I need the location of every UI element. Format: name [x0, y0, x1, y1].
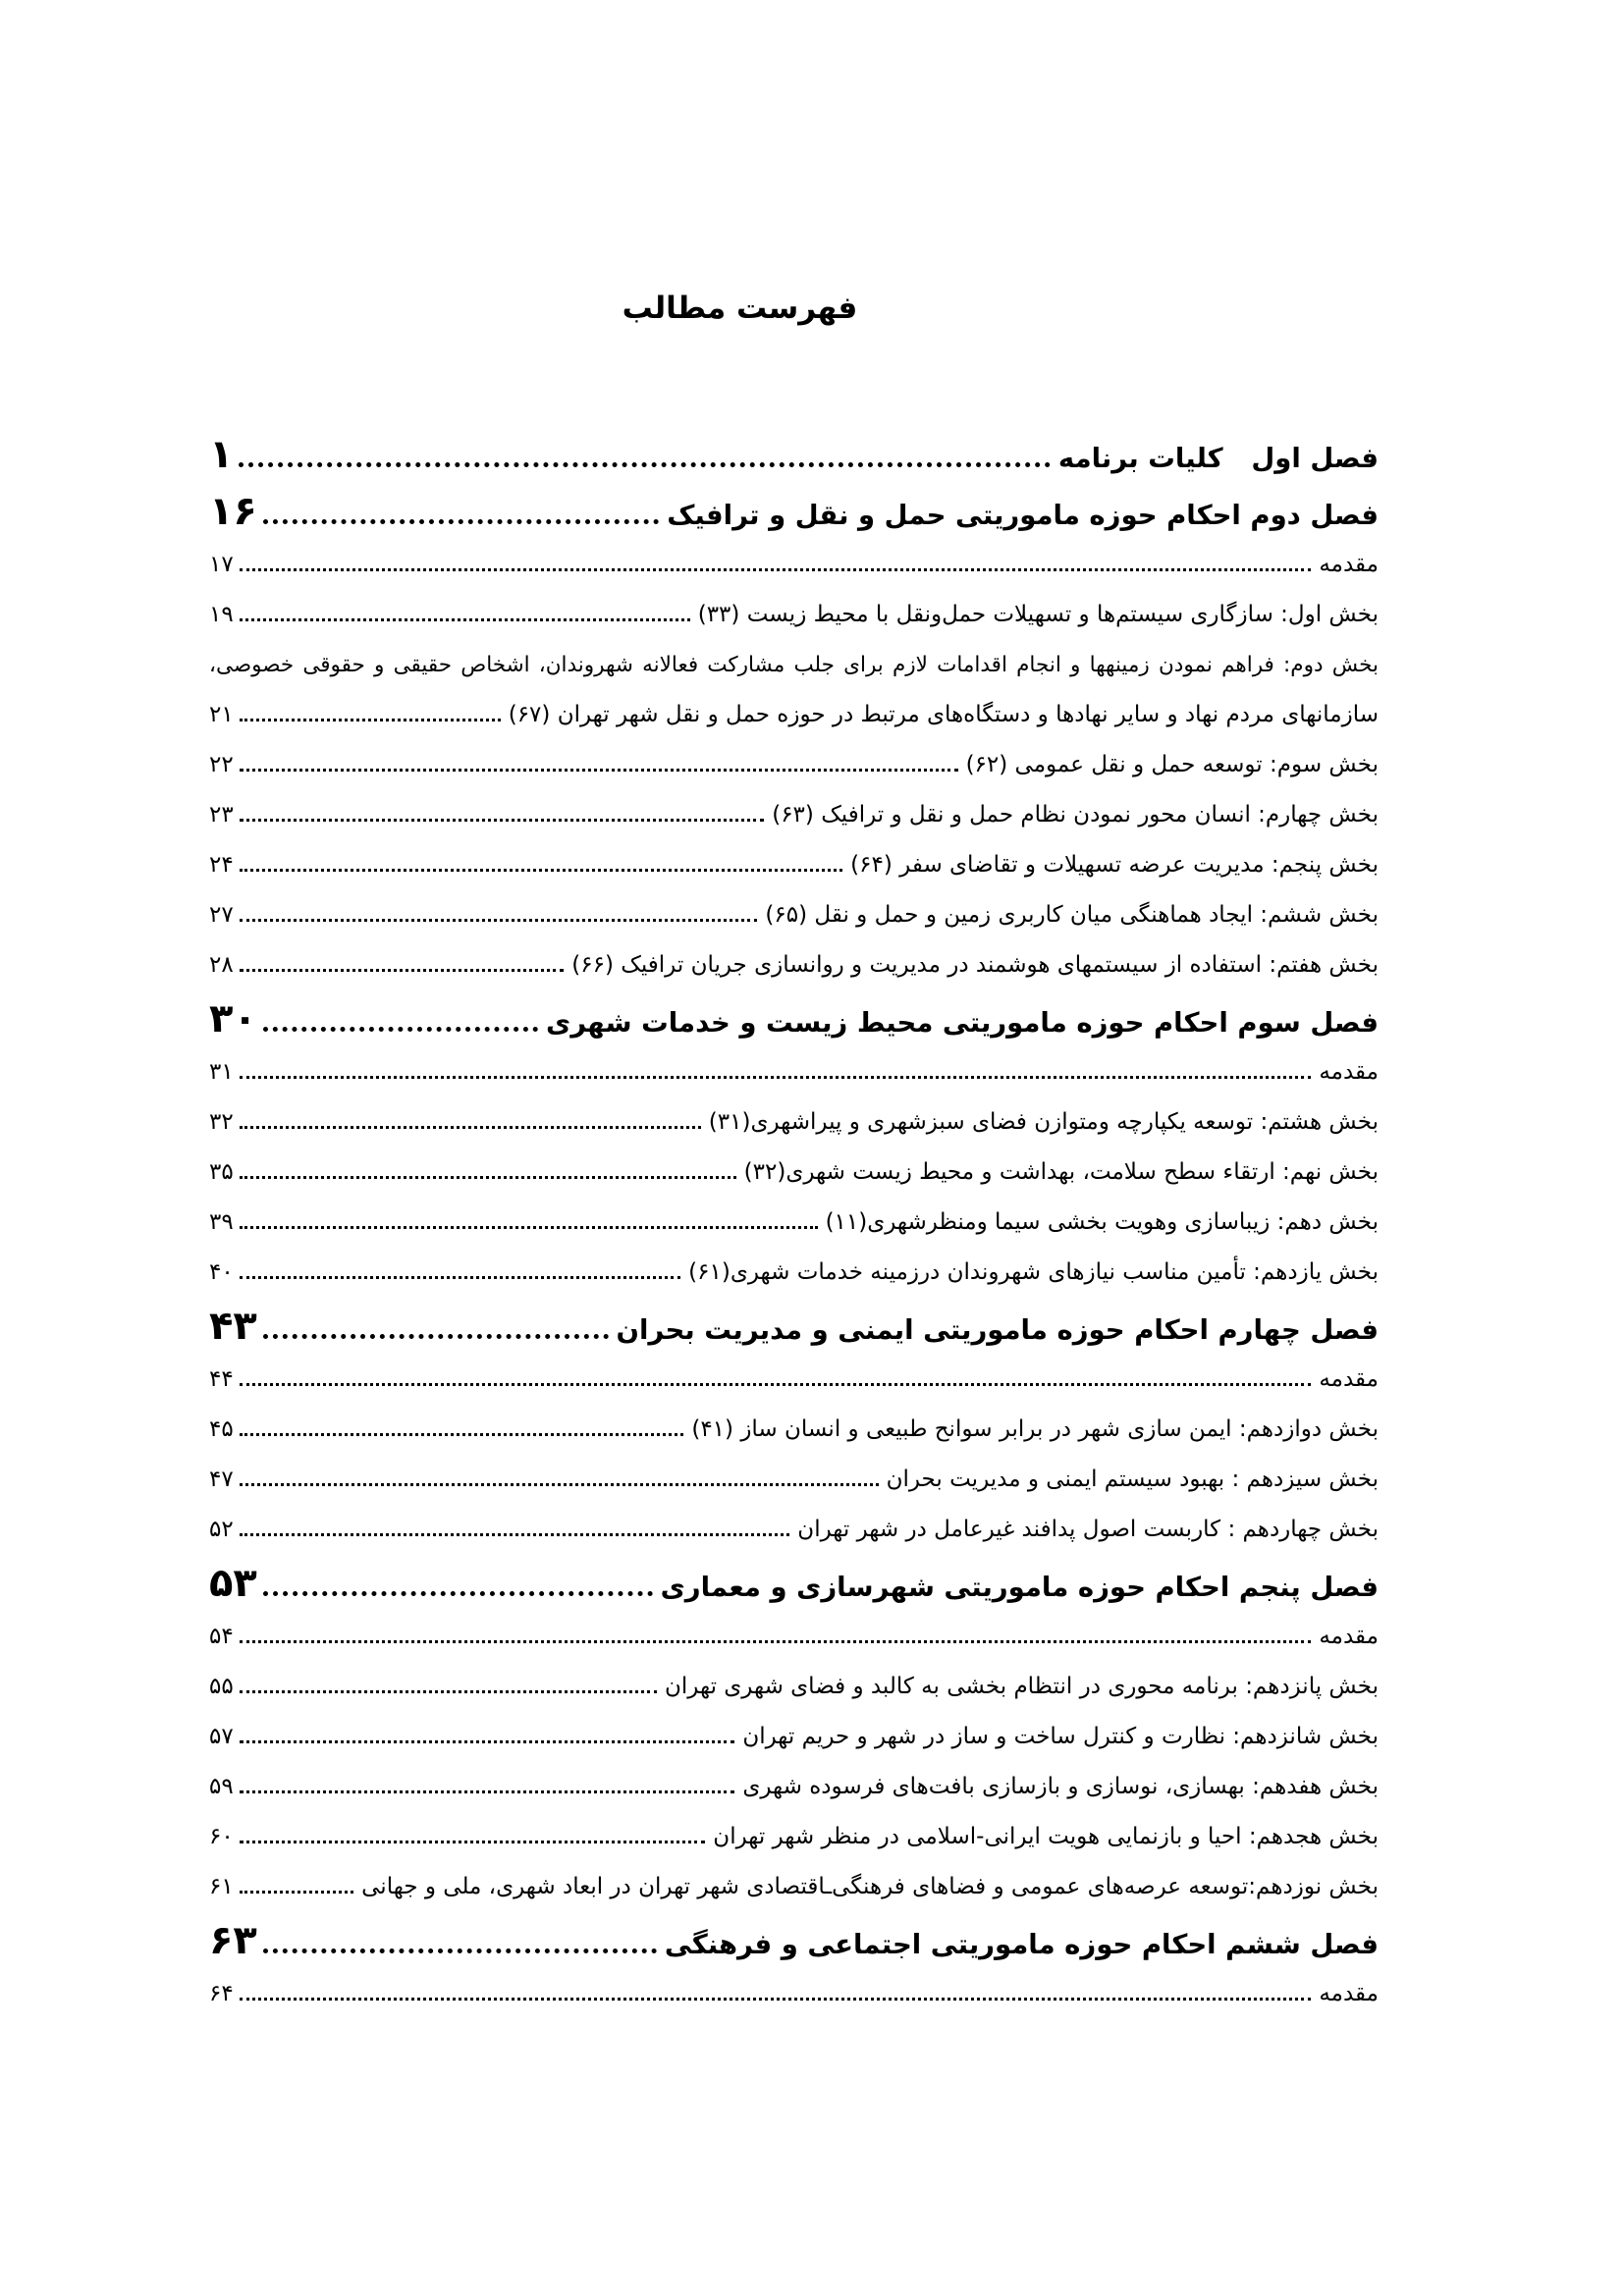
dotted-leader: [240, 1226, 818, 1229]
toc-entry-row: [209, 1248, 1379, 1298]
dotted-leader: [240, 1533, 790, 1536]
toc-entry-page-number: ۲۱: [209, 702, 234, 727]
toc-entry-page-number: ۴۷: [209, 1467, 234, 1492]
toc-entry-page-number: ۲۴: [209, 852, 234, 878]
toc-entry-row: [209, 1355, 1379, 1405]
toc-entry-label: بخش هجدهم: احیا و بازنمایی هویت ایرانی-اسلامی در منظر شهر تهران: [713, 1824, 1379, 1849]
toc-entry-label: بخش دوازدهم: ایمن سازی شهر در برابر سوانح طبیعی و انسان ساز (۴۱): [691, 1416, 1379, 1442]
toc-entry-row: [209, 1662, 1379, 1712]
toc-entry-row: [209, 1612, 1379, 1662]
toc-entry-row: [209, 1505, 1379, 1555]
toc-entry-row: [209, 1762, 1379, 1812]
dotted-leader: [240, 1076, 1312, 1079]
dotted-leader: [239, 462, 1050, 467]
toc-entry-row: [209, 483, 1379, 540]
dotted-leader: [240, 1483, 879, 1486]
dotted-leader: [240, 719, 501, 721]
toc-entry-label: فصل ششم احکام حوزه ماموریتی اجتماعی و فرهنگی: [664, 1929, 1379, 1960]
toc-entry-page-number: ۶۳: [209, 1918, 257, 1963]
toc-entry-page-number: ۳۱: [209, 1059, 234, 1085]
dotted-leader: [240, 618, 690, 621]
dotted-leader: [240, 919, 758, 922]
toc-entry-row: [209, 1555, 1379, 1612]
toc-entry-row: [209, 1912, 1379, 1969]
toc-entry-row: [209, 940, 1379, 990]
dotted-leader: [240, 1998, 1312, 2001]
toc-entry-page-number: ۲۳: [209, 802, 234, 828]
toc-entry-label: فصل پنجم احکام حوزه ماموریتی شهرسازی و معماری: [660, 1572, 1379, 1603]
dotted-leader: [240, 1740, 735, 1743]
dotted-leader: [263, 1334, 609, 1339]
dotted-leader: [240, 769, 958, 772]
toc-entry-page-number: ۴۴: [209, 1366, 234, 1392]
toc-list: [209, 426, 1379, 2019]
toc-entry-label: بخش دوم: فراهم نمودن زمینهها و انجام اقدامات لازم برای جلب مشارکت فعالانه شهروندان، اشخاص حقیقی و حقوقی خصوصی،: [209, 653, 1379, 677]
toc-entry-page-number: ۶۴: [209, 1981, 234, 2006]
toc-entry-label: بخش نهم: ارتقاء سطح سلامت، بهداشت و محیط زیست شهری(۳۲): [743, 1159, 1379, 1185]
toc-entry-page-number: ۵۳: [209, 1561, 257, 1606]
toc-entry-page-number: ۶۰: [209, 1824, 234, 1849]
toc-entry-label: بخش پنجم: مدیریت عرضه تسهیلات و تقاضای سفر (۶۴): [850, 852, 1379, 878]
toc-entry-page-number: ۴۵: [209, 1416, 234, 1442]
dotted-leader: [263, 1591, 653, 1596]
toc-entry-label: مقدمه: [1319, 1059, 1379, 1085]
toc-entry-page-number: ۳۰: [209, 996, 257, 1041]
toc-entry-row: [209, 1298, 1379, 1355]
page-title: فهرست مطالب: [622, 291, 858, 326]
dotted-leader: [263, 1949, 657, 1953]
toc-entry-row: [209, 1712, 1379, 1762]
dotted-leader: [240, 1433, 684, 1436]
dotted-leader: [240, 1640, 1312, 1643]
toc-entry-label: بخش هفدهم: بهسازی، نوسازی و بازسازی بافت‌های فرسوده شهری: [742, 1774, 1379, 1799]
toc-entry-label: فصل چهارم احکام حوزه ماموریتی ایمنی و مدیریت بحران: [616, 1314, 1379, 1346]
toc-entry-label: بخش اول: سازگاری سیستم‌ها و تسهیلات حمل‌ونقل با محیط زیست (۳۳): [697, 602, 1379, 627]
toc-entry-page-number: ۳۵: [209, 1159, 234, 1185]
toc-entry-row: [209, 1148, 1379, 1198]
dotted-leader: [240, 1176, 736, 1179]
toc-entry-page-number: ۱۹: [209, 602, 234, 627]
toc-entry-page-number: ۵۷: [209, 1724, 234, 1749]
toc-entry-page-number: ۲۲: [209, 752, 234, 777]
toc-entry-label: فصل دوم احکام حوزه ماموریتی حمل و نقل و ترافیک: [667, 500, 1379, 531]
toc-entry-row: [209, 890, 1379, 940]
dotted-leader: [240, 819, 764, 822]
toc-entry-page-number: ۲۷: [209, 902, 234, 928]
toc-entry-row: [209, 740, 1379, 790]
toc-entry-label: بخش یازدهم: تأمین مناسب نیازهای شهروندان درزمینه خدمات شهری(۶۱): [688, 1259, 1379, 1285]
dotted-leader: [240, 1126, 701, 1129]
dotted-leader: [240, 969, 565, 972]
toc-entry-page-number: ۴۰: [209, 1259, 234, 1285]
toc-entry-row: [209, 426, 1379, 483]
toc-entry-page-number: ۵۴: [209, 1624, 234, 1649]
toc-entry-row: [209, 1405, 1379, 1455]
dotted-leader: [240, 1383, 1312, 1386]
toc-entry-page-number: ۲۸: [209, 952, 234, 978]
toc-entry-label: مقدمه: [1319, 552, 1379, 577]
toc-entry-row: [209, 1812, 1379, 1862]
toc-entry-row: [209, 540, 1379, 590]
toc-entry-label: بخش شانزدهم: نظارت و کنترل ساخت و ساز در شهر و حریم تهران: [742, 1724, 1379, 1749]
toc-entry-row: [209, 1047, 1379, 1097]
toc-entry-row: [209, 990, 1379, 1047]
toc-entry-page-number: ۳۹: [209, 1209, 234, 1235]
toc-entry-page-number: ۳۲: [209, 1109, 234, 1135]
toc-entry-label: بخش هشتم: توسعه یکپارچه ومتوازن فضای سبزشهری و پیراشهری(۳۱): [708, 1109, 1379, 1135]
page-content: [209, 0, 1379, 2019]
toc-entry-label: بخش چهاردهم : کاربست اصول پدافند غیرعامل در شهر تهران: [797, 1517, 1379, 1542]
dotted-leader: [240, 1841, 706, 1843]
dotted-leader: [240, 1690, 657, 1693]
toc-entry-label: بخش سوم: توسعه حمل و نقل عمومی (۶۲): [965, 752, 1379, 777]
dotted-leader: [240, 568, 1312, 571]
toc-entry-label: مقدمه: [1319, 1624, 1379, 1649]
toc-entry-row: [209, 790, 1379, 840]
toc-entry-label: فصل سوم احکام حوزه ماموریتی محیط زیست و خدمات شهری: [546, 1007, 1379, 1039]
toc-entry-row: [209, 1862, 1379, 1912]
toc-entry-label: بخش ششم: ایجاد هماهنگی میان کاربری زمین و حمل و نقل (۶۵): [765, 902, 1379, 928]
toc-entry-page-number: ۱۶: [209, 489, 257, 534]
toc-entry-label: مقدمه: [1319, 1366, 1379, 1392]
toc-entry-row: [209, 690, 1379, 740]
toc-entry-page-number: ۱: [209, 432, 234, 477]
dotted-leader: [263, 519, 659, 524]
toc-entry-label: بخش چهارم: انسان محور نمودن نظام حمل و نقل و ترافیک (۶۳): [772, 802, 1379, 828]
toc-entry-label: مقدمه: [1319, 1981, 1379, 2006]
toc-entry-label: بخش دهم: زیباسازی وهویت بخشی سیما ومنظرشهری(۱۱): [825, 1209, 1379, 1235]
dotted-leader: [240, 869, 842, 872]
toc-entry-label: فصل اول کلیات برنامه: [1057, 443, 1379, 474]
toc-entry-page-number: ۵۲: [209, 1517, 234, 1542]
toc-entry-row: [209, 840, 1379, 890]
toc-entry-page-number: ۵۵: [209, 1674, 234, 1699]
toc-entry-row: [209, 1097, 1379, 1148]
toc-entry-row: [209, 1198, 1379, 1248]
toc-entry-row: [209, 1455, 1379, 1505]
dotted-leader: [240, 1276, 680, 1279]
toc-entry-row: [209, 1969, 1379, 2019]
toc-entry-page-number: ۱۷: [209, 552, 234, 577]
toc-entry-label: بخش پانزدهم: برنامه محوری در انتظام بخشی به کالبد و فضای شهری تهران: [665, 1674, 1379, 1699]
toc-entry-page-number: ۵۹: [209, 1774, 234, 1799]
toc-entry-page-number: ۴۳: [209, 1304, 257, 1349]
dotted-leader: [263, 1027, 538, 1032]
toc-entry-label: بخش سیزدهم : بهبود سیستم ایمنی و مدیریت بحران: [886, 1467, 1379, 1492]
toc-entry-page-number: ۶۱: [209, 1874, 234, 1899]
toc-entry-row: [209, 640, 1379, 690]
dotted-leader: [240, 1891, 353, 1894]
toc-entry-label: بخش هفتم: استفاده از سیستمهای هوشمند در مدیریت و روانسازی جریان ترافیک (۶۶): [571, 952, 1379, 978]
toc-entry-label: بخش نوزدهم:توسعه عرصه‌های عمومی و فضاهای فرهنگی‌ـاقتصادی شهر تهران در ابعاد شهری، ملی و جهانی: [361, 1874, 1379, 1899]
toc-entry-row: [209, 590, 1379, 640]
dotted-leader: [240, 1790, 735, 1793]
toc-entry-label: سازمانهای مردم نهاد و سایر نهادها و دستگاه‌های مرتبط در حوزه حمل و نقل شهر تهران (۶۷): [508, 702, 1379, 727]
